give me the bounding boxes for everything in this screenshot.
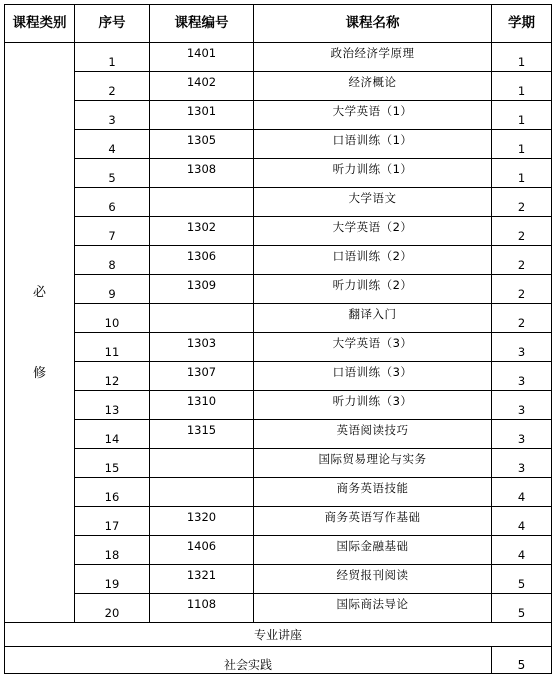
header-term: 学期 (492, 5, 552, 43)
course-code: 1321 (150, 565, 254, 594)
row-number: 14 (75, 420, 150, 449)
row-number: 1 (75, 43, 150, 72)
course-name: 经贸报刊阅读 (254, 565, 492, 594)
course-name: 翻译入门 (254, 304, 492, 333)
table-row (5, 333, 552, 362)
course-term: 1 (492, 43, 552, 72)
row-number: 5 (75, 159, 150, 188)
course-term: 5 (492, 594, 552, 623)
course-code: 1303 (150, 333, 254, 362)
course-term: 3 (492, 391, 552, 420)
course-term: 5 (492, 565, 552, 594)
table-row (5, 275, 552, 304)
course-term: 2 (492, 188, 552, 217)
course-term: 2 (492, 304, 552, 333)
row-number: 19 (75, 565, 150, 594)
table-row (5, 72, 552, 101)
course-term: 3 (492, 333, 552, 362)
course-name: 大学语文 (254, 188, 492, 217)
course-code (150, 478, 254, 507)
lecture-row (5, 623, 552, 647)
table-row (5, 304, 552, 333)
table-row (5, 594, 552, 623)
row-number: 3 (75, 101, 150, 130)
course-code: 1320 (150, 507, 254, 536)
course-name: 口语训练（2） (254, 246, 492, 275)
course-term: 3 (492, 362, 552, 391)
table-row (5, 478, 552, 507)
table-row (5, 217, 552, 246)
course-name: 英语阅读技巧 (254, 420, 492, 449)
row-number: 4 (75, 130, 150, 159)
row-number: 20 (75, 594, 150, 623)
course-term: 1 (492, 130, 552, 159)
table-row (5, 449, 552, 478)
course-code (150, 304, 254, 333)
course-name: 国际商法导论 (254, 594, 492, 623)
row-number: 15 (75, 449, 150, 478)
course-name: 大学英语（1） (254, 101, 492, 130)
course-code: 1301 (150, 101, 254, 130)
table-row (5, 101, 552, 130)
course-name: 经济概论 (254, 72, 492, 101)
course-code (150, 188, 254, 217)
course-term: 4 (492, 536, 552, 565)
row-number: 12 (75, 362, 150, 391)
table-row (5, 420, 552, 449)
course-code: 1309 (150, 275, 254, 304)
course-name: 商务英语技能 (254, 478, 492, 507)
course-term: 2 (492, 246, 552, 275)
table-body (5, 43, 552, 674)
header-course-name: 课程名称 (254, 5, 492, 43)
course-term: 2 (492, 275, 552, 304)
header-category: 课程类别 (5, 5, 75, 43)
course-term: 1 (492, 72, 552, 101)
course-code: 1406 (150, 536, 254, 565)
header-number: 序号 (75, 5, 150, 43)
course-code: 1315 (150, 420, 254, 449)
course-code: 1302 (150, 217, 254, 246)
course-code: 1307 (150, 362, 254, 391)
row-number: 18 (75, 536, 150, 565)
course-name: 政治经济学原理 (254, 43, 492, 72)
header-course-code: 课程编号 (150, 5, 254, 43)
row-number: 8 (75, 246, 150, 275)
course-name: 口语训练（1） (254, 130, 492, 159)
course-term: 1 (492, 159, 552, 188)
row-number: 10 (75, 304, 150, 333)
row-number: 11 (75, 333, 150, 362)
row-number: 17 (75, 507, 150, 536)
course-code: 1108 (150, 594, 254, 623)
row-number: 6 (75, 188, 150, 217)
table-row (5, 159, 552, 188)
table-row (5, 565, 552, 594)
course-name: 听力训练（3） (254, 391, 492, 420)
table-row (5, 188, 552, 217)
course-name: 大学英语（2） (254, 217, 492, 246)
row-number: 16 (75, 478, 150, 507)
table-row (5, 362, 552, 391)
table-row (5, 43, 552, 72)
course-code: 1310 (150, 391, 254, 420)
course-name: 国际金融基础 (254, 536, 492, 565)
table-row (5, 507, 552, 536)
course-code (150, 449, 254, 478)
course-term: 2 (492, 217, 552, 246)
course-term: 4 (492, 507, 552, 536)
table-row (5, 246, 552, 275)
row-number: 7 (75, 217, 150, 246)
course-code: 1401 (150, 43, 254, 72)
table-row (5, 536, 552, 565)
category-cell (5, 43, 75, 623)
course-term: 3 (492, 420, 552, 449)
lecture-label: 专业讲座 (5, 623, 552, 647)
header-row (5, 5, 552, 43)
course-name: 口语训练（3） (254, 362, 492, 391)
course-code: 1305 (150, 130, 254, 159)
course-code: 1308 (150, 159, 254, 188)
course-name: 听力训练（2） (254, 275, 492, 304)
course-name: 商务英语写作基础 (254, 507, 492, 536)
row-number: 2 (75, 72, 150, 101)
course-name: 大学英语（3） (254, 333, 492, 362)
row-number: 9 (75, 275, 150, 304)
table-header (5, 5, 552, 43)
course-term: 3 (492, 449, 552, 478)
practice-label: 社会实践 (5, 647, 492, 674)
course-term: 1 (492, 101, 552, 130)
course-code: 1402 (150, 72, 254, 101)
course-table (4, 4, 552, 674)
course-code: 1306 (150, 246, 254, 275)
course-name: 听力训练（1） (254, 159, 492, 188)
row-number: 13 (75, 391, 150, 420)
table-row (5, 391, 552, 420)
course-term: 4 (492, 478, 552, 507)
practice-term: 5 (492, 647, 552, 674)
practice-row (5, 647, 552, 674)
table-row (5, 130, 552, 159)
course-name: 国际贸易理论与实务 (254, 449, 492, 478)
category-char: 修 (32, 365, 46, 381)
category-char: 必 (32, 284, 46, 300)
